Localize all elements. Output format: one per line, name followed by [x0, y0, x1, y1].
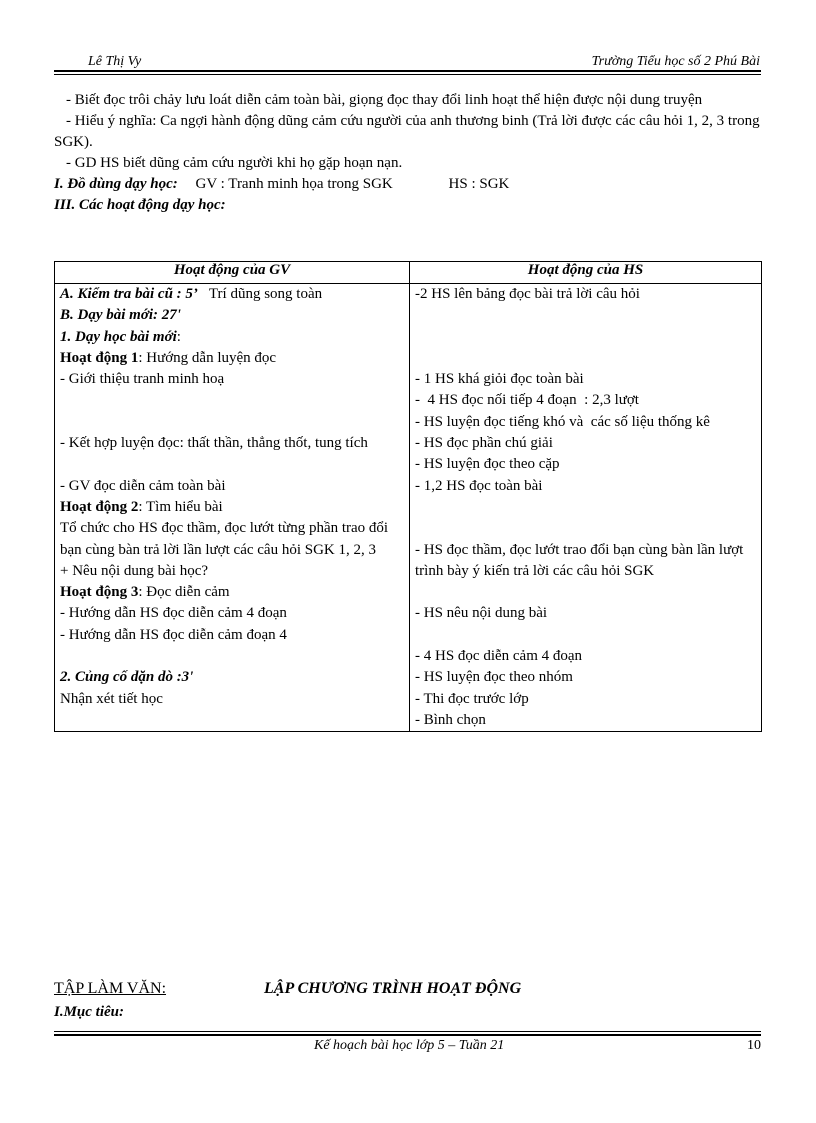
hs-spacer [415, 518, 756, 539]
footer-rule [54, 1034, 761, 1036]
gv-activity-3: Hoạt động 3 [60, 584, 139, 601]
hs-line: - HS luyện đọc tiếng khó và các số liệu thống kê [415, 413, 710, 430]
hs-line: -2 HS lên bảng đọc bài trả lời câu hỏi [415, 286, 640, 302]
gv-line [60, 582, 404, 603]
gv-line: - Hướng dẫn HS đọc diễn cảm 4 đoạn [60, 605, 287, 622]
gv-spacer [60, 412, 404, 433]
section-objectives: I.Mục tiêu: [54, 1004, 125, 1020]
gv-activity-1-text: : Hướng dẫn luyện đọc [138, 349, 277, 366]
header-school: Trường Tiểu học số 2 Phú Bài [591, 54, 760, 69]
hs-spacer [415, 348, 756, 369]
gv-activity-1: Hoạt động 1 [60, 349, 139, 366]
hs-line: - HS đọc phần chú giải [415, 435, 553, 452]
col-hs-header: Hoạt động của HS [410, 262, 762, 284]
gv-line [60, 497, 404, 518]
hs-line: - 1 HS khá giỏi đọc toàn bài [415, 371, 584, 388]
section-title: LẬP CHƯƠNG TRÌNH HOẠT ĐỘNG [264, 980, 522, 997]
objective-1: - Biết đọc trôi chảy lưu loát diễn cảm toàn bài, giọng đọc thay đổi linh hoạt thể hiện được nội dung truyện [66, 92, 703, 108]
hs-line: - Bình chọn [415, 711, 486, 728]
page-number: 10 [747, 1038, 761, 1053]
gv-activity-3-text: : Đọc diễn cảm [138, 584, 230, 601]
activities-table [54, 261, 762, 732]
gv-spacer [60, 454, 404, 475]
header-rule [54, 70, 761, 72]
materials-line [54, 174, 761, 195]
header-rule-thin [54, 74, 761, 75]
gv-line: - Kết hợp luyện đọc: thất thần, thẳng thốt, tung tích [60, 435, 368, 452]
materials-hs: HS : SGK [448, 176, 510, 192]
table-row [55, 284, 762, 732]
materials-gv: GV : Tranh minh họa trong SGK [195, 176, 393, 192]
gv-line [60, 348, 404, 369]
hs-spacer [415, 305, 756, 326]
gv-line: - Hướng dẫn HS đọc diễn cảm đoạn 4 [60, 626, 287, 643]
gv-section-b: B. Dạy bài mới: 27' [60, 307, 181, 324]
hs-line: - 4 HS đọc diễn cảm 4 đoạn [415, 648, 583, 665]
col-gv-header: Hoạt động của GV [55, 262, 410, 284]
hs-line: - 4 HS đọc nối tiếp 4 đoạn : 2,3 lượt [415, 392, 639, 409]
gv-line: - GV đọc diễn cảm toàn bài [60, 477, 226, 494]
gv-line: - Giới thiệu tranh minh hoạ [60, 371, 225, 388]
materials-label: I. Đồ dùng dạy học: [54, 176, 178, 192]
activities-label: III. Các hoạt động dạy học: [54, 197, 226, 213]
hs-line: - HS luyện đọc theo nhóm [415, 669, 573, 686]
hs-line: - Thi đọc trước lớp [415, 690, 529, 707]
footer-caption: Kế hoạch bài học lớp 5 – Tuần 21 [314, 1038, 505, 1053]
hs-line: - 1,2 HS đọc toàn bài [415, 477, 543, 494]
lesson-intro [54, 90, 761, 216]
gv-spacer [60, 390, 404, 411]
gv-step-2: 2. Củng cố dặn dò :3' [60, 669, 194, 686]
header-author: Lê Thị Vy [88, 54, 142, 69]
hs-spacer [415, 497, 756, 518]
gv-step-1: 1. Dạy học bài mới [60, 328, 177, 345]
gv-line: Nhận xét tiết học [60, 690, 163, 707]
gv-line [60, 284, 404, 305]
gv-step-1-colon: : [176, 328, 181, 345]
hs-line: - HS nêu nội dung bài [415, 605, 548, 622]
gv-line: + Nêu nội dung bài học? [60, 562, 209, 579]
hs-spacer [415, 327, 756, 348]
objective-2: - Hiểu ý nghĩa: Ca ngợi hành động dũng cảm cứu người của anh thương binh (Trả lời được các câu hỏi 1, 2, 3 trong SGK). [54, 113, 760, 150]
gv-line [60, 327, 404, 348]
footer-rule-thin [54, 1031, 761, 1032]
gv-section-a: A. Kiểm tra bài cũ : 5’ [60, 286, 198, 302]
gv-activity-2: Hoạt động 2 [60, 498, 139, 515]
section-label: TẬP LÀM VĂN: [54, 980, 167, 997]
hs-column [410, 284, 762, 732]
gv-spacer [60, 646, 404, 667]
hs-line: - HS đọc thầm, đọc lướt trao đổi bạn cùng bàn lần lượt trình bày ý kiến trả lời các câu hỏi SGK [415, 541, 748, 579]
gv-section-a-topic: Trí dũng song toàn [197, 286, 323, 302]
hs-line: - HS luyện đọc theo cặp [415, 456, 560, 473]
gv-column [55, 284, 410, 732]
table-header-row [55, 262, 762, 284]
page-header [88, 54, 760, 70]
gv-activity-2-text: : Tìm hiểu bài [138, 498, 223, 515]
hs-spacer [415, 625, 756, 646]
objective-3: - GD HS biết dũng cảm cứu người khi họ gặp hoạn nạn. [66, 155, 403, 171]
hs-spacer [415, 582, 756, 603]
gv-line: Tổ chức cho HS đọc thầm, đọc lướt từng phần trao đổi bạn cùng bàn trả lời lần lượt các câu hỏi SGK 1, 2, 3 [60, 520, 392, 558]
